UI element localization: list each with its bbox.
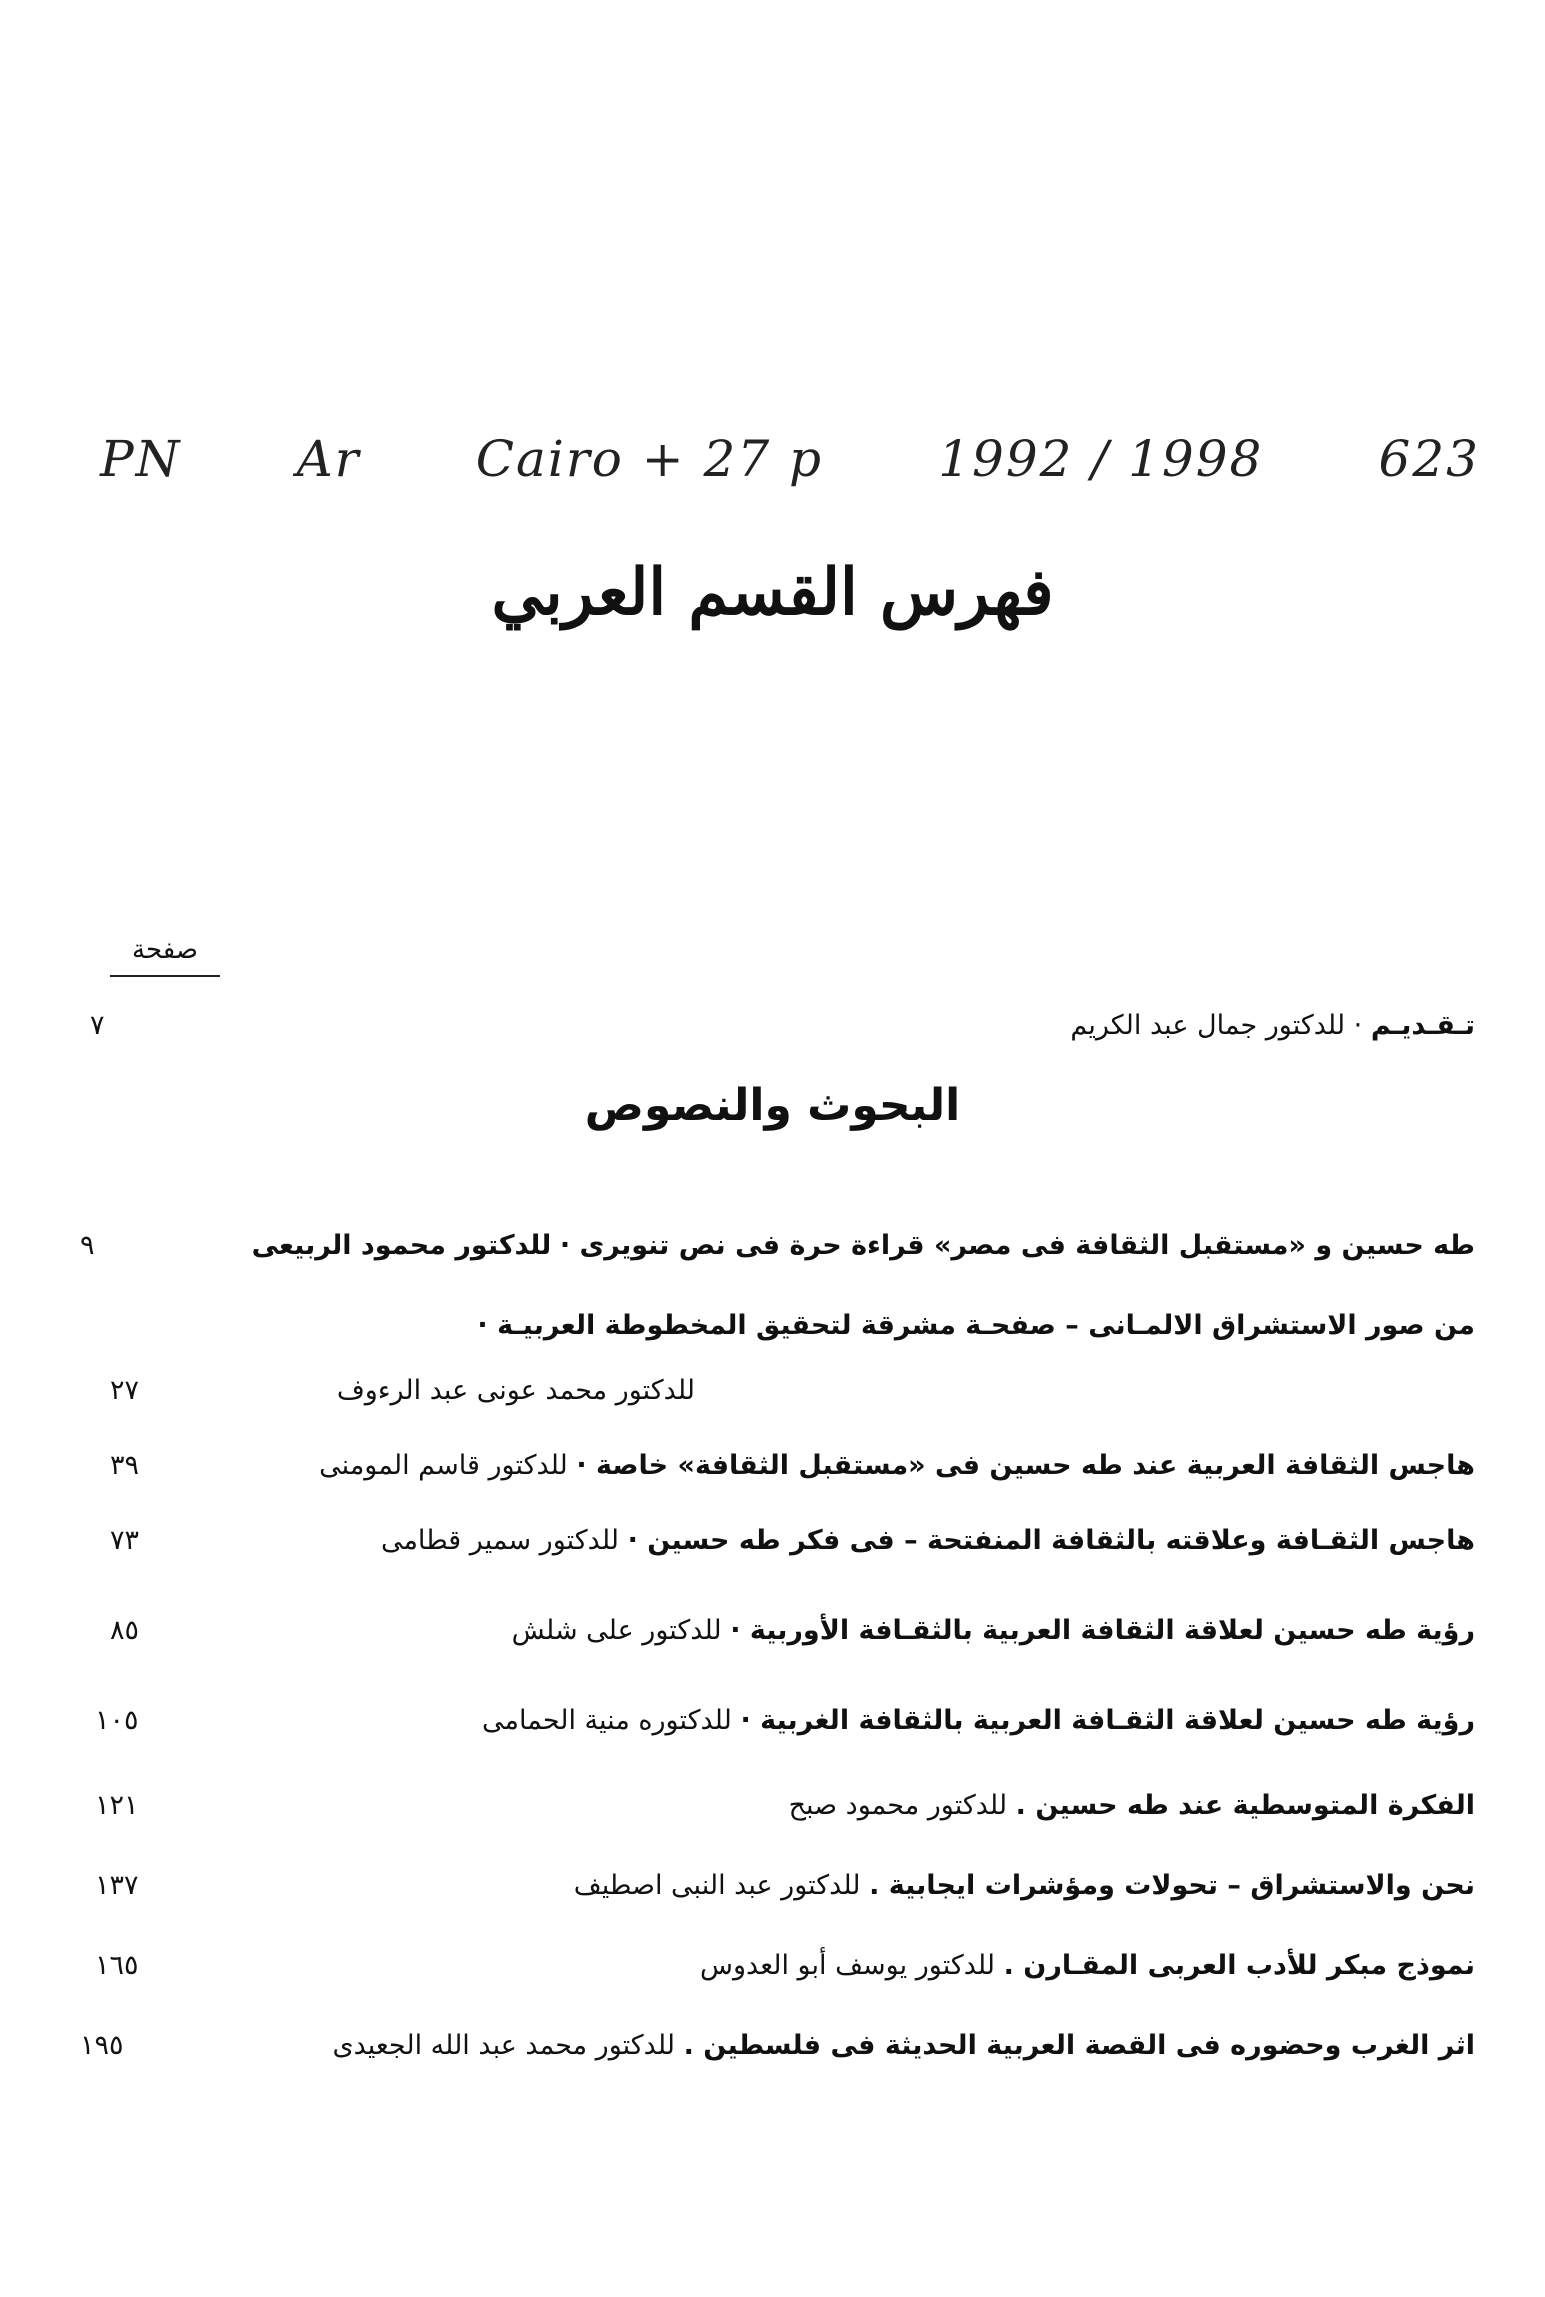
handwritten-catalog-note	[100, 430, 1480, 488]
entry-author: للدكتور يوسف أبو العدوس	[700, 1950, 996, 1981]
entry-title: من صور الاستشراق الالمـانى – صفحـة مشرقة لتحقيق المخطوطة العربيـة ·	[477, 1310, 1475, 1341]
entry-author: للدكتور محمد عبد الله الجعيدى	[332, 2030, 675, 2061]
entry-page-number: ١٦٥	[95, 1950, 139, 1981]
entry-page-number: ١٣٧	[95, 1870, 139, 1901]
entry-title: هاجس الثقافة العربية عند طه حسين فى «مستقبل الثقافة» خاصة ·	[576, 1450, 1475, 1481]
entry-title: رؤية طه حسين لعلاقة الثقـافة العربية بالثقافة الغربية ·	[740, 1705, 1475, 1736]
handwritten-note-part: 1992 / 1998	[938, 430, 1264, 488]
handwritten-note-part: Cairo + 27 p	[475, 430, 824, 488]
toc-entry	[80, 1230, 1475, 1261]
handwritten-note-part: PN	[100, 430, 182, 488]
entry-page-number: ٢٧	[110, 1375, 140, 1406]
toc-entry	[90, 1310, 1475, 1341]
entry-title: الفكرة المتوسطية عند طه حسين .	[1015, 1790, 1475, 1821]
toc-entry	[90, 1950, 1475, 1981]
entry-title: نموذج مبكر للأدب العربى المقـارن .	[1003, 1950, 1475, 1981]
toc-entry	[80, 2030, 1475, 2061]
entry-title: هاجس الثقـافة وعلاقته بالثقافة المنفتحة – فى فكر طه حسين ·	[627, 1525, 1475, 1556]
entry-author: للدكتور عبد النبى اصطيف	[573, 1870, 861, 1901]
toc-entry	[90, 1705, 1475, 1736]
page-title: فهرس القسم العربي	[491, 555, 1054, 630]
entry-page-number: ١٩٥	[80, 2030, 124, 2061]
entry-author: للدكتور محمود صبح	[788, 1790, 1008, 1821]
entry-page-number: ٨٥	[110, 1615, 140, 1646]
entry-author: للدكتور محمود الربيعى	[251, 1230, 552, 1261]
entry-title: نحن والاستشراق – تحولات ومؤشرات ايجابية .	[869, 1870, 1475, 1901]
entry-author: للدكتور على شلش	[511, 1615, 722, 1646]
intro-title: تـقـديـم	[1370, 1010, 1475, 1041]
handwritten-note-part: 623	[1378, 430, 1480, 488]
page-column-label: صفحة	[110, 935, 220, 977]
entry-page-number: ٩	[80, 1230, 95, 1261]
entry-author: للدكتوره منية الحمامى	[482, 1705, 732, 1736]
toc-entry	[90, 1870, 1475, 1901]
section-title: البحوث والنصوص	[584, 1080, 961, 1131]
toc-entry	[90, 1450, 1475, 1481]
toc-entry	[90, 1525, 1475, 1556]
entry-page-number: ١٠٥	[95, 1705, 139, 1736]
entry-author: للدكتور محمد عونى عبد الرءوف	[336, 1375, 695, 1406]
entry-title: اثر الغرب وحضوره فى القصة العربية الحديثة فى فلسطين .	[683, 2030, 1475, 2061]
entry-title: رؤية طه حسين لعلاقة الثقافة العربية بالثقـافة الأوربية ·	[730, 1615, 1475, 1646]
toc-intro-row: تـقـديـم · للدكتور جمال عبد الكريم ٧	[90, 1010, 1475, 1041]
toc-entry	[90, 1790, 1475, 1821]
entry-page-number: ١٢١	[95, 1790, 139, 1821]
entry-page-number: ٧٣	[110, 1525, 140, 1556]
entry-author: للدكتور سمير قطامى	[380, 1525, 619, 1556]
intro-author: للدكتور جمال عبد الكريم	[1070, 1010, 1346, 1041]
entry-page-number: ٣٩	[110, 1450, 140, 1481]
toc-entry	[90, 1615, 1475, 1646]
entry-author: للدكتور قاسم المومنى	[319, 1450, 568, 1481]
entry-title: طه حسين و «مستقبل الثقافة فى مصر» قراءة حرة فى نص تنويرى ·	[559, 1230, 1475, 1261]
handwritten-note-part: Ar	[296, 430, 361, 488]
intro-page-number: ٧	[90, 1010, 105, 1041]
